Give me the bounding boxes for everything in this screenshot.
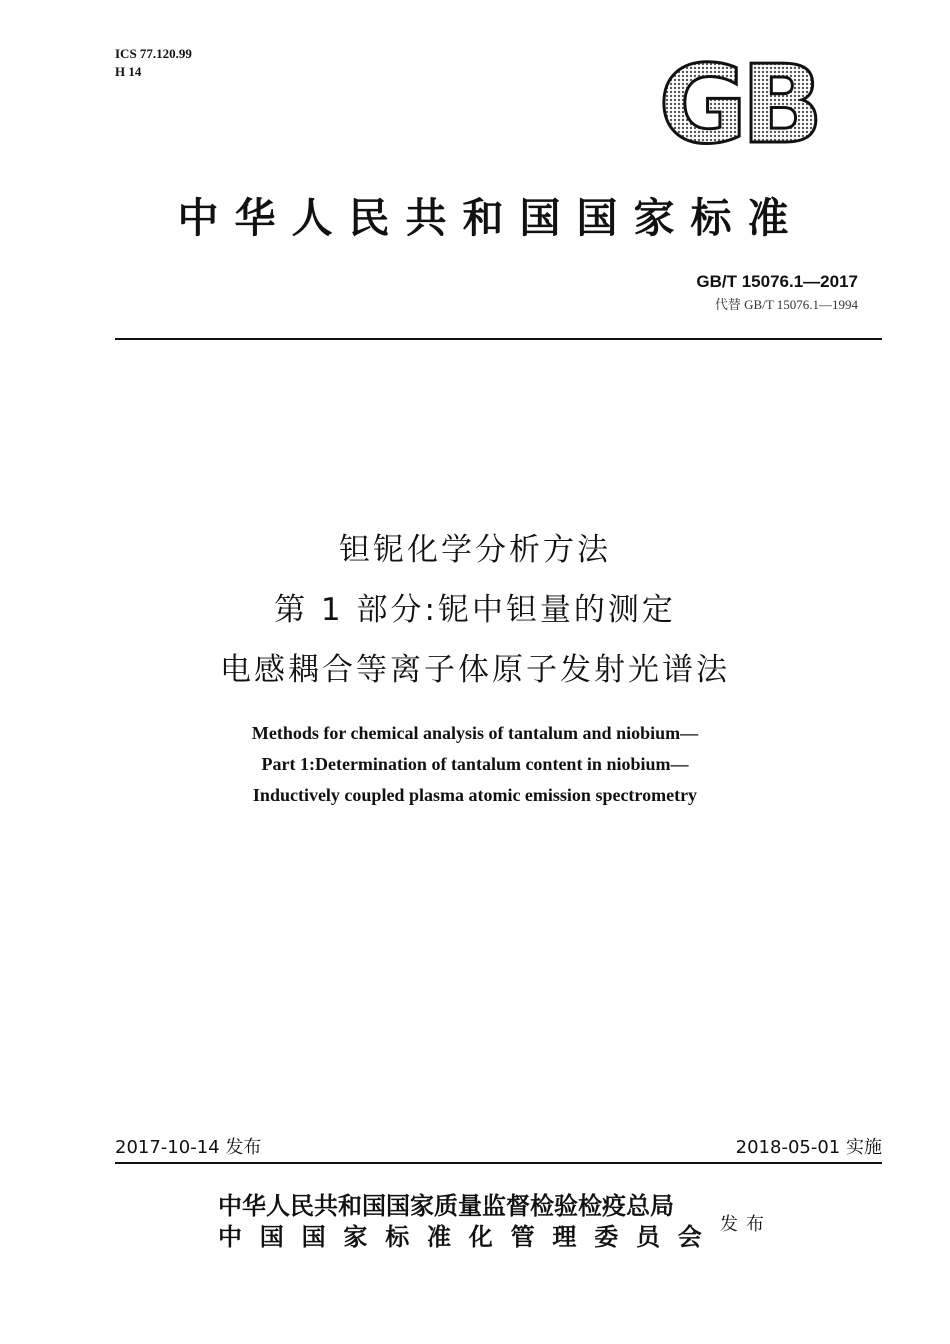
- issuer-aqsiq: 中华人民共和国国家质量监督检验检疫总局: [218, 1191, 674, 1220]
- publish-label: 发布: [720, 1214, 772, 1235]
- chinese-title-line-2: 第 1 部分:铌中钽量的测定: [274, 592, 676, 628]
- main-title: 中华人民共和国国家标准: [177, 194, 805, 242]
- standard-number-block: [696, 272, 858, 313]
- issuer-sac: 中国国家标准化管理委员会: [218, 1222, 720, 1251]
- ccs-code: H 14: [115, 64, 142, 79]
- issue-date: 2017-10-14 发布: [115, 1137, 262, 1158]
- ics-code: ICS 77.120.99: [115, 46, 192, 61]
- issuing-authorities: [218, 1190, 720, 1252]
- classification-codes: [115, 45, 192, 81]
- english-title: [0, 718, 950, 811]
- implementation-date: 2018-05-01 实施: [735, 1137, 882, 1158]
- footer-divider: [115, 1162, 882, 1164]
- chinese-title-line-3: 电感耦合等离子体原子发射光谱法: [220, 652, 730, 688]
- english-title-line-3: Inductively coupled plasma atomic emission spectrometry: [252, 785, 698, 805]
- replaces-standard: 代替 GB/T 15076.1—1994: [714, 297, 858, 312]
- chinese-title: [0, 520, 950, 700]
- svg-text:GB: GB: [658, 58, 818, 150]
- english-title-line-1: Methods for chemical analysis of tantalum and niobium—: [251, 723, 699, 743]
- standard-number: GB/T 15076.1—2017: [696, 272, 858, 291]
- english-title-line-2: Part 1:Determination of tantalum content in niobium—: [261, 754, 689, 774]
- header-divider: [115, 338, 882, 340]
- gb-logo-icon: [645, 58, 831, 150]
- chinese-title-line-1: 钽铌化学分析方法: [339, 532, 611, 568]
